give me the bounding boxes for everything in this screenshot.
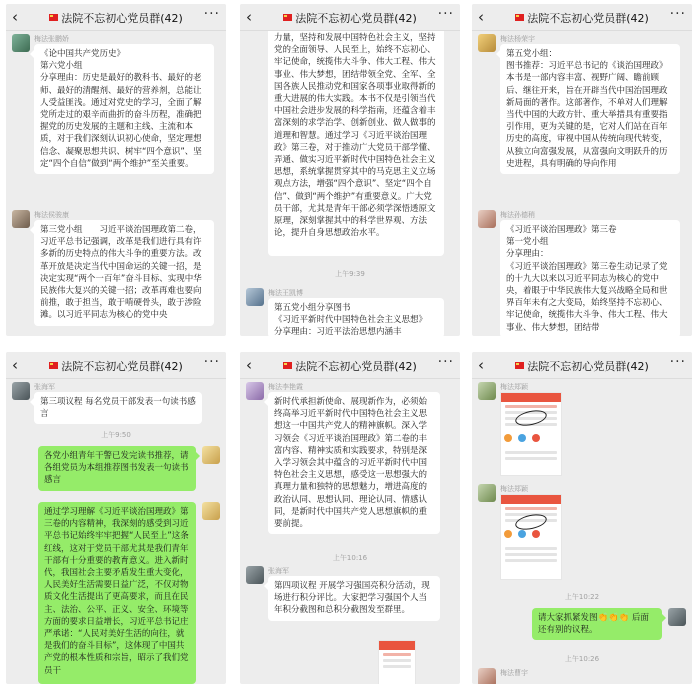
sender-name: 梅法张鹏娇 xyxy=(34,35,69,43)
sender-name: 梅法郑颖 xyxy=(500,485,528,493)
more-icon[interactable]: ··· xyxy=(437,6,454,22)
more-icon[interactable]: ··· xyxy=(437,354,454,370)
screenshot-row xyxy=(505,507,557,510)
sender-name: 梅法李艳霞 xyxy=(268,383,303,391)
screenshot-row xyxy=(383,653,411,656)
message-bubble[interactable]: 通过学习理解《习近平谈治国理政》第三卷的内容精神，我深刻的感受到习近平总书记始终牢牢把握“人民至上”这条红线，这对于党员干部尤其是我们青年干部有十分重要的教育意义。进入新时代，我国社会主要矛盾发生重大变化，人民美好生活需要日益广泛，不仅对物质文化生活提出了更高要求，而且在民主、法治、公平、正义、安全、环境等方面的要求日益增长，习近平总书记庄严承诺：“人民对美好生活的向往，就是我们的奋斗目标”，这体现了中国共产党的根本性质和宗旨，昭示了我们党员干 xyxy=(38,502,196,684)
chat-panel-5 xyxy=(240,352,460,684)
back-icon[interactable]: ‹ xyxy=(246,8,252,26)
back-icon[interactable]: ‹ xyxy=(478,8,484,26)
avatar[interactable] xyxy=(478,34,496,52)
screenshot-header xyxy=(379,641,415,650)
more-icon[interactable]: ··· xyxy=(669,354,686,370)
avatar[interactable] xyxy=(478,484,496,502)
chat-title: 法院不忘初心党员群(42) xyxy=(240,358,460,374)
sender-name: 梅法孙德稍 xyxy=(500,211,535,219)
points-icon xyxy=(504,434,512,442)
chat-title: 法院不忘初心党员群(42) xyxy=(472,358,692,374)
sender-name: 梅法郑颖 xyxy=(500,383,528,391)
chat-title: 法院不忘初心党员群(42) xyxy=(6,10,226,26)
avatar[interactable] xyxy=(478,382,496,400)
screenshot-row xyxy=(505,559,557,562)
chat-title: 法院不忘初心党员群(42) xyxy=(240,10,460,26)
message-bubble[interactable]: 第四项议程 开展学习强国亮积分活动，现场进行积分评比。大家把学习强国个人当年积分截图和总积分截图发至群里。 xyxy=(268,576,440,621)
avatar[interactable] xyxy=(202,502,220,520)
chat-panel-1 xyxy=(6,4,226,336)
avatar[interactable] xyxy=(478,210,496,228)
points-icon xyxy=(518,434,526,442)
message-bubble[interactable]: 第五党小组分享图书 《习近平新时代中国特色社会主义思想》 分享理由：习近平法治思想内涵丰 xyxy=(268,298,444,336)
points-icon xyxy=(532,434,540,442)
more-icon[interactable]: ··· xyxy=(203,354,220,370)
message-bubble[interactable]: 新时代承担新使命、展现新作为，必须始终高举习近平新时代中国特色社会主义思想这一中国共产党人的精神旗帜。深入学习领会《习近平谈治国理政》第二卷的丰富内容、精神实质和实践要求，特别是深入学习领会其中蕴含的习近平新时代中国特色社会主义思想，感受这一思想强大的真理力量和独特的思想魅力，增进高度的政治认同、思想认同、理论认同、情感认同，是新时代中国共产党人思想旗帜的重要前提。 xyxy=(268,392,440,534)
flag-icon xyxy=(283,362,292,369)
screenshot-image[interactable] xyxy=(500,494,562,580)
avatar[interactable] xyxy=(12,34,30,52)
chat-header xyxy=(472,352,692,379)
back-icon[interactable]: ‹ xyxy=(246,356,252,374)
screenshot-row xyxy=(383,665,411,668)
chat-panel-6 xyxy=(472,352,692,684)
chat-panel-3 xyxy=(472,4,692,336)
sender-name: 梅法侯骏康 xyxy=(34,211,69,219)
timestamp: 上午9:39 xyxy=(335,270,365,278)
chat-panel-4 xyxy=(6,352,226,684)
more-icon[interactable]: ··· xyxy=(203,6,220,22)
avatar[interactable] xyxy=(246,566,264,584)
chat-header xyxy=(472,4,692,31)
more-icon[interactable]: ··· xyxy=(669,6,686,22)
sender-name: 梅法曹宇 xyxy=(500,669,528,677)
chat-header xyxy=(240,4,460,31)
avatar[interactable] xyxy=(478,668,496,684)
timestamp: 上午10:22 xyxy=(564,593,600,601)
screenshot-row xyxy=(505,457,557,460)
sender-name: 梅法王凯博 xyxy=(268,289,303,297)
avatar[interactable] xyxy=(668,608,686,626)
avatar[interactable] xyxy=(246,382,264,400)
back-icon[interactable]: ‹ xyxy=(12,8,18,26)
message-bubble[interactable]: 请大家抓紧发图👏👏👏 后面还有别的议程。 xyxy=(532,608,662,640)
screenshot-image[interactable] xyxy=(500,392,562,476)
avatar[interactable] xyxy=(12,210,30,228)
flag-icon xyxy=(49,362,58,369)
message-bubble[interactable]: 第三项议程 每名党员干部发表一句读书感言 xyxy=(34,392,202,424)
screenshot-row xyxy=(505,547,557,550)
flag-icon xyxy=(515,362,524,369)
chat-panel-2 xyxy=(240,4,460,336)
timestamp: 上午10:16 xyxy=(332,554,368,562)
avatar[interactable] xyxy=(202,446,220,464)
chat-title: 法院不忘初心党员群(42) xyxy=(6,358,226,374)
message-bubble[interactable]: 《论中国共产党历史》 第六党小组 分享理由：历史是最好的教科书、最好的老师、最好的清醒剂、最好的营养剂，总能让人受益匪浅。通过对党史的学习，全面了解党所走过的艰辛而曲折的奋斗历程，准确把握党的历史发展的主题和主线、主流和本质，对于我们深刻认识初心使命，坚定理想信念、凝聚思想共识、树牢“四个意识”、坚定“四个自信”做到“两个维护”至关重要。 xyxy=(34,44,214,174)
chat-title: 法院不忘初心党员群(42) xyxy=(472,10,692,26)
chat-header xyxy=(6,4,226,31)
screenshot-header xyxy=(501,393,561,402)
screenshot-row xyxy=(505,553,557,556)
sender-name: 张海军 xyxy=(34,383,55,391)
message-bubble[interactable]: 第五党小组： 图书推荐：习近平总书记的《谈治国理政》 本书是一部内容丰富、视野广阔、瞻前顾后、继往开来，旨在开辟当代中国治国理政新局面的著作。这部著作，不单对人们理解当代中国的大政方针、重大举措具有重要指引作用，更为关键的是，它对人们站在百年历史的高度，审视中国从传统向现代转变，从独立向富强发展，从富强向文明跃升的历史进程，具有明确的导向作用 xyxy=(500,44,680,174)
message-bubble[interactable]: 力量，坚持和发展中国特色社会主义，坚持党的全面领导、人民至上，始终不忘初心、牢记使命，统揽伟大斗争、伟大工程、伟大事业、伟大梦想，团结带领全党、全军、全国各族人民推动党和国家各项事业取得新的重大进展的伟大实践。本书不仅是引领当代中国社会进步发展的科学指南，还蕴含着丰富深刻的求学治学、创新创业、做人做事的道理和智慧。通过学习《习近平谈治国理政》第三卷，对于推动广大党员干部学懂、弄通、做实习近平新时代中国特色社会主义思想，系统掌握贯穿其中的马克思主义立场观点方法，增强“四个意识”、坚定“四个自信”、做到“两个维护”有重要意义。广大党员干部，尤其是青年干部必须学深悟透原文原理，深刻掌握其中的科学世界观、方法论，提升自身思想政治水平。 xyxy=(268,4,444,256)
message-bubble[interactable]: 《习近平谈治国理政》第三卷 第一党小组 分享理由： 《习近平谈治国理政》第三卷生动记录了党的十九大以来以习近平同志为核心的党中央，着眼于中华民族伟大复兴战略全局和世界百年未有之大变局，始终坚持不忘初心、牢记使命，统揽伟大斗争、伟大工程、伟大事业、伟大梦想，团结带 xyxy=(500,220,680,336)
timestamp: 上午9:50 xyxy=(101,431,131,439)
chat-header xyxy=(6,352,226,379)
back-icon[interactable]: ‹ xyxy=(478,356,484,374)
message-bubble[interactable]: 第三党小组 习近平谈治国理政第二卷，习近平总书记强调，改革是我们进行具有许多新的历史特点的伟大斗争的重要方法。改革开放是决定当代中国命运的关键一招，是决定实现“两个一百年”奋斗目标、实现中华民族伟大复兴的关键一招；改革再难也要向前推，敢于担当，敢于啃硬骨头，敢于涉险滩。以习近平同志为核心的党中央 xyxy=(34,220,214,326)
avatar[interactable] xyxy=(246,288,264,306)
points-icon xyxy=(518,530,526,538)
avatar[interactable] xyxy=(12,382,30,400)
sender-name: 梅法杨荣宇 xyxy=(500,35,535,43)
screenshot-row xyxy=(505,405,557,408)
flag-icon xyxy=(49,14,58,21)
screenshot-image[interactable] xyxy=(378,640,416,684)
back-icon[interactable]: ‹ xyxy=(12,356,18,374)
chat-header xyxy=(240,352,460,379)
points-icon xyxy=(532,530,540,538)
points-icon xyxy=(504,530,512,538)
screenshot-row xyxy=(383,659,411,662)
screenshot-header xyxy=(501,495,561,504)
flag-icon xyxy=(283,14,292,21)
timestamp: 上午10:26 xyxy=(564,655,600,663)
flag-icon xyxy=(515,14,524,21)
message-bubble[interactable]: 各党小组青年干警已发完读书推荐，请各组党员为本组推荐图书发表一句读书感言 xyxy=(38,446,196,491)
sender-name: 张海军 xyxy=(268,567,289,575)
screenshot-row xyxy=(505,451,557,454)
